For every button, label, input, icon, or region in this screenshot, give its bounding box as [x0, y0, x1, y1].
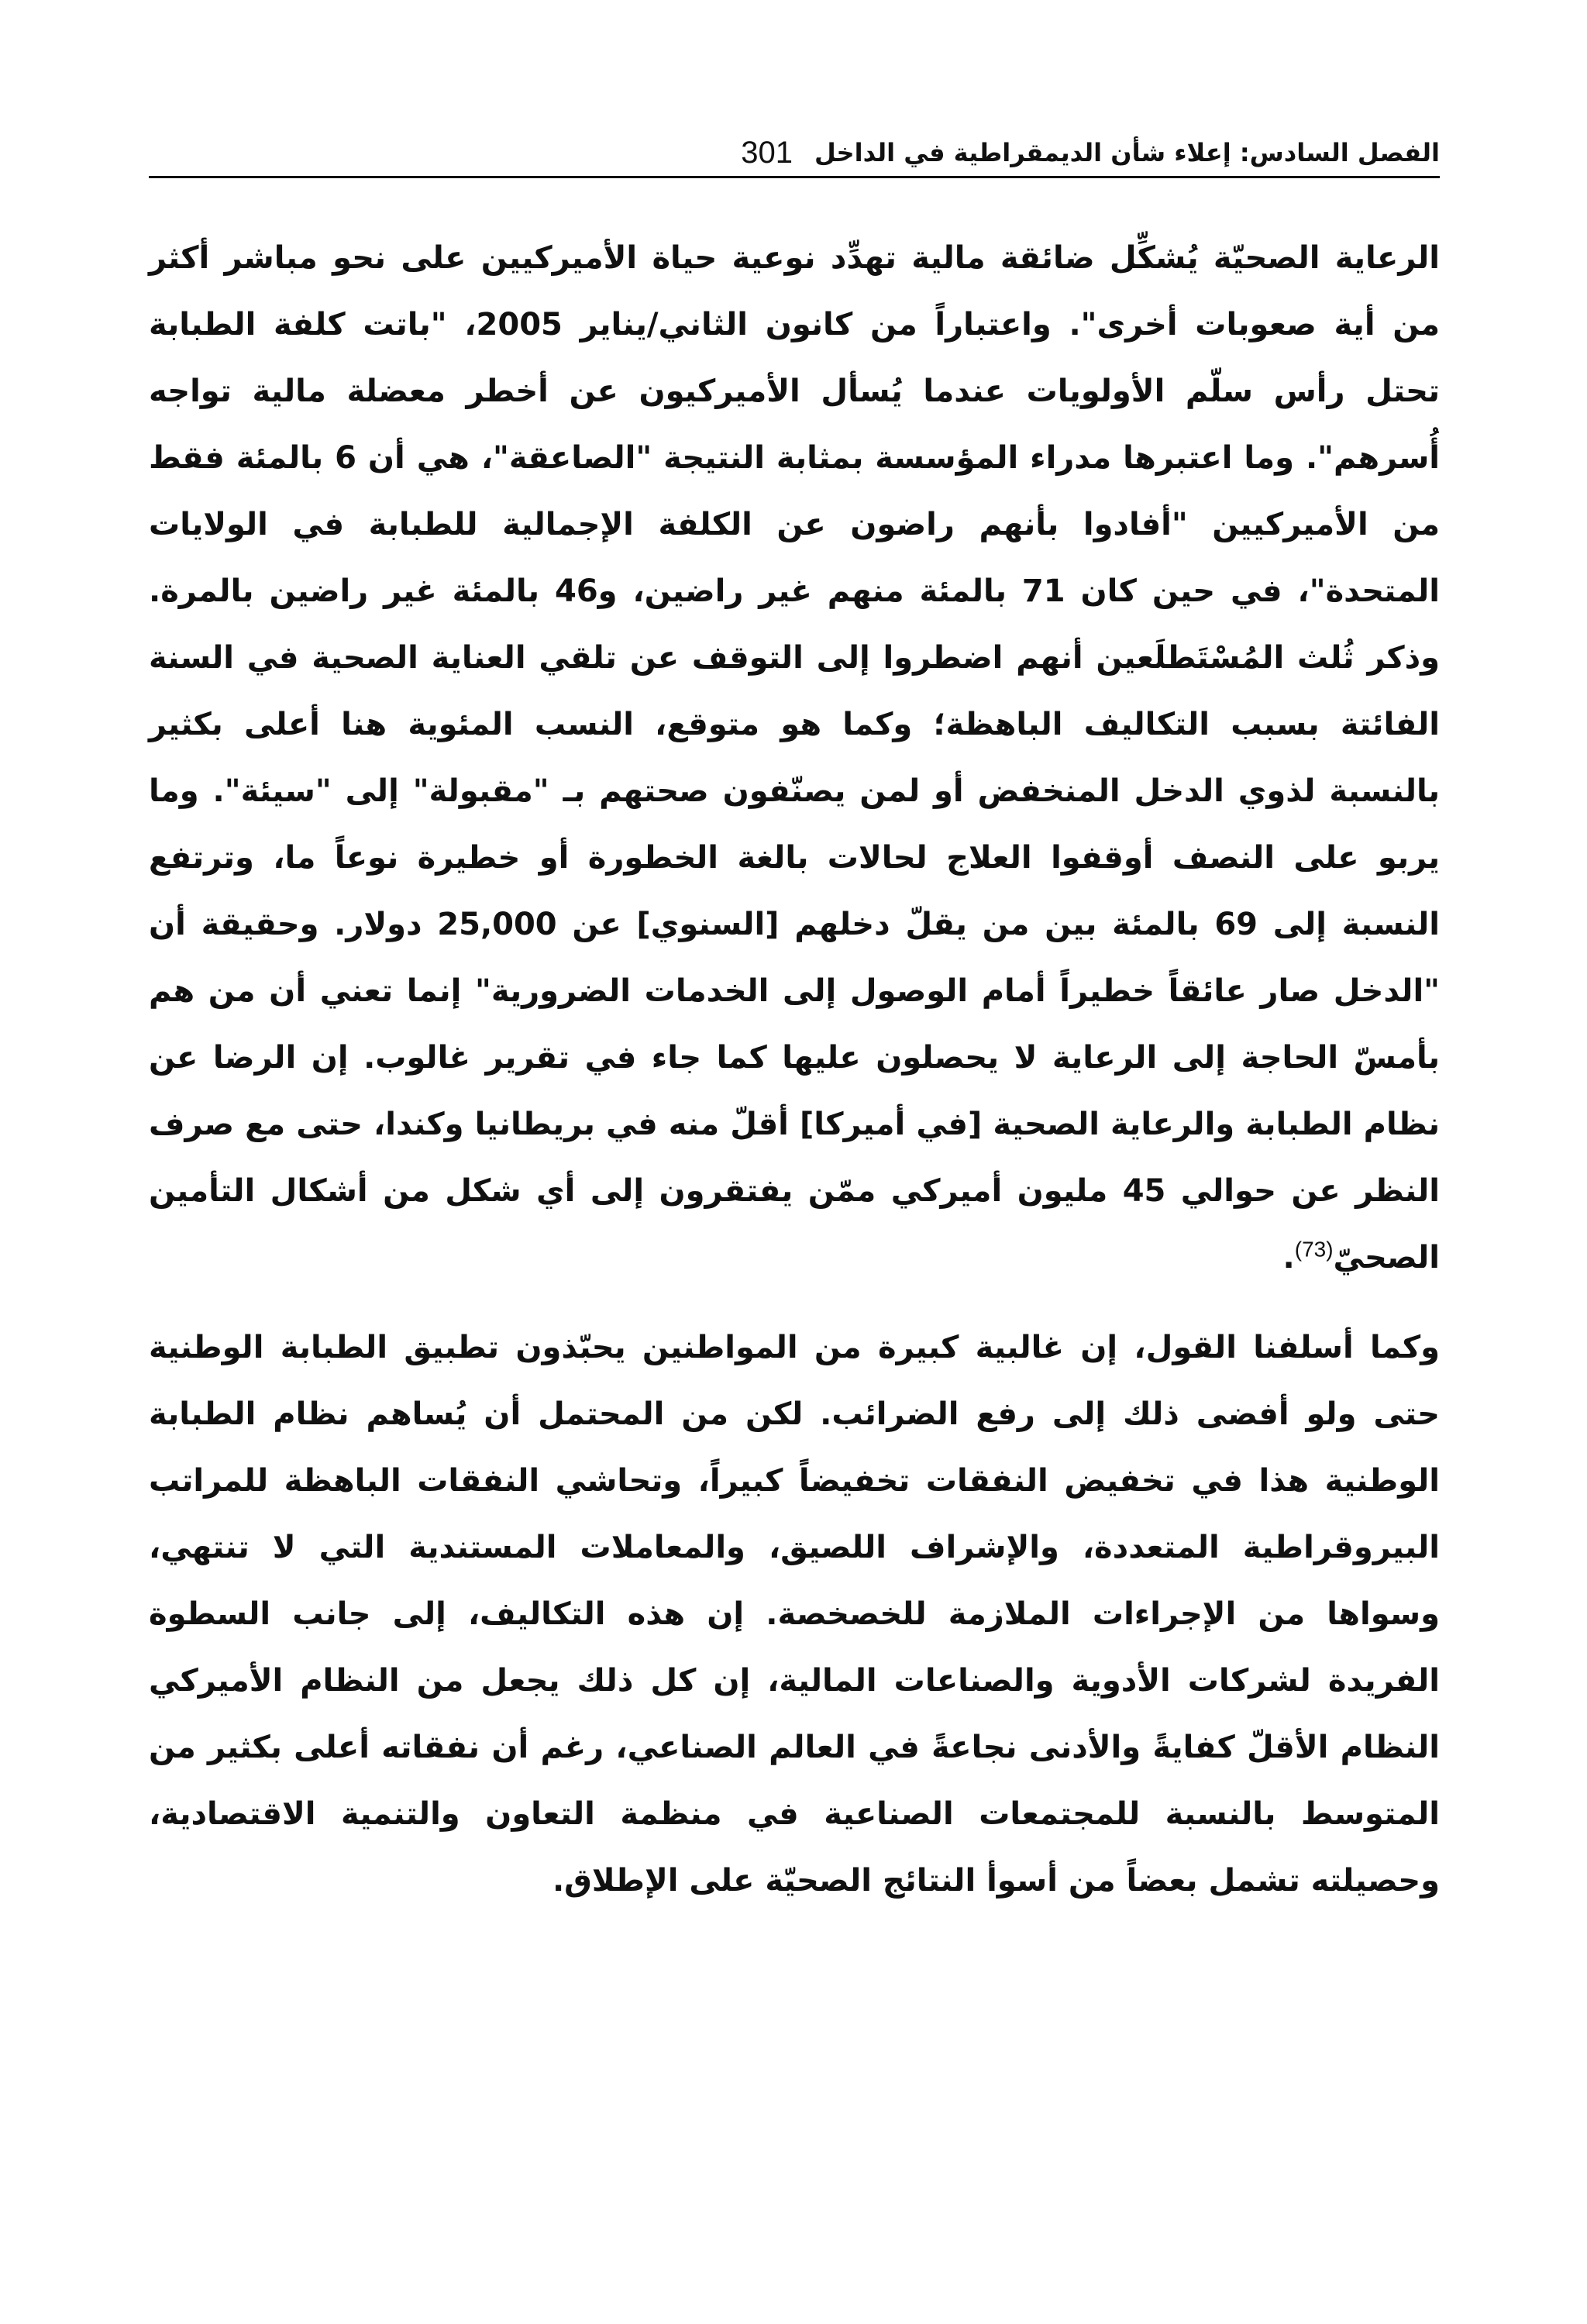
- running-header: [149, 108, 1440, 178]
- paragraph-1-text: الرعاية الصحيّة يُشكِّل ضائقة مالية تهدِّد نوعية حياة الأميركيين على نحو مباشر أكثر من أية صعوبات أخرى". واعتباراً من كانون الثاني/يناير 2005، "باتت كلفة الطبابة تحتل رأس سلّم الأولويات عندما يُسأل الأميركيون عن أخطر معضلة مالية تواجه أُسرهم". وما اعتبرها مدراء المؤسسة بمثابة النتيجة "الصاعقة"، هي أن 6 بالمئة فقط من الأميركيين "أفادوا بأنهم راضون عن الكلفة الإجمالية للطبابة في الولايات المتحدة"، في حين كان 71 بالمئة منهم غير راضين، و46 بالمئة غير راضين بالمرة. وذكر ثُلث المُسْتَطلَعين أنهم اضطروا إلى التوقف عن تلقي العناية الصحية في السنة الفائتة بسبب التكاليف الباهظة؛ وكما هو متوقع، النسب المئوية هنا أعلى بكثير بالنسبة لذوي الدخل المنخفض أو لمن يصنّفون صحتهم بـ "مقبولة" إلى "سيئة". وما يربو على النصف أوقفوا العلاج لحالات بالغة الخطورة أو خطيرة نوعاً ما، وترتفع النسبة إلى 69 بالمئة بين من يقلّ دخلهم [السنوي] عن 25,000 دولار. وحقيقة أن "الدخل صار عائقاً خطيراً أمام الوصول إلى الخدمات الضرورية" إنما تعني أن من هم بأمسّ الحاجة إلى الرعاية لا يحصلون عليها كما جاء في تقرير غالوب. إن الرضا عن نظام الطبابة والرعاية الصحية [في أميركا] أقلّ منه في بريطانيا وكندا، حتى مع صرف النظر عن حوالي 45 مليون أميركي ممّن يفتقرون إلى أي شكل من أشكال التأمين الصحيّ: [149, 240, 1441, 1276]
- page-number: 301: [741, 136, 793, 170]
- footnote-reference[interactable]: (73): [1294, 1237, 1334, 1262]
- paragraph-2: [149, 1314, 1440, 1914]
- paragraph-2-text: وكما أسلفنا القول، إن غالبية كبيرة من المواطنين يحبّذون تطبيق الطبابة الوطنية حتى ولو أفضى ذلك إلى رفع الضرائب. لكن من المحتمل أن يُساهم نظام الطبابة الوطنية هذا في تخفيض النفقات تخفيضاً كبيراً، وتحاشي النفقات الباهظة للمراتب البيروقراطية المتعددة، والإشراف اللصيق، والمعاملات المستندية التي لا تنتهي، وسواها من الإجراءات الملازمة للخصخصة. إن هذه التكاليف، إلى جانب السطوة الفريدة لشركات الأدوية والصناعات المالية، إن كل ذلك يجعل من النظام الأميركي النظام الأقلّ كفايةً والأدنى نجاعةً في العالم الصناعي، رغم أن نفقاته أعلى بكثير من المتوسط بالنسبة للمجتمعات الصناعية في منظمة التعاون والتنمية الاقتصادية، وحصيلته تشمل بعضاً من أسوأ النتائج الصحيّة على الإطلاق.: [149, 1330, 1440, 1899]
- chapter-title: الفصل السادس: إعلاء شأن الديمقراطية في الداخل: [814, 138, 1440, 167]
- paragraph-1: [149, 225, 1440, 1291]
- body-text: [149, 225, 1440, 1914]
- paragraph-1-end: .: [1282, 1240, 1295, 1276]
